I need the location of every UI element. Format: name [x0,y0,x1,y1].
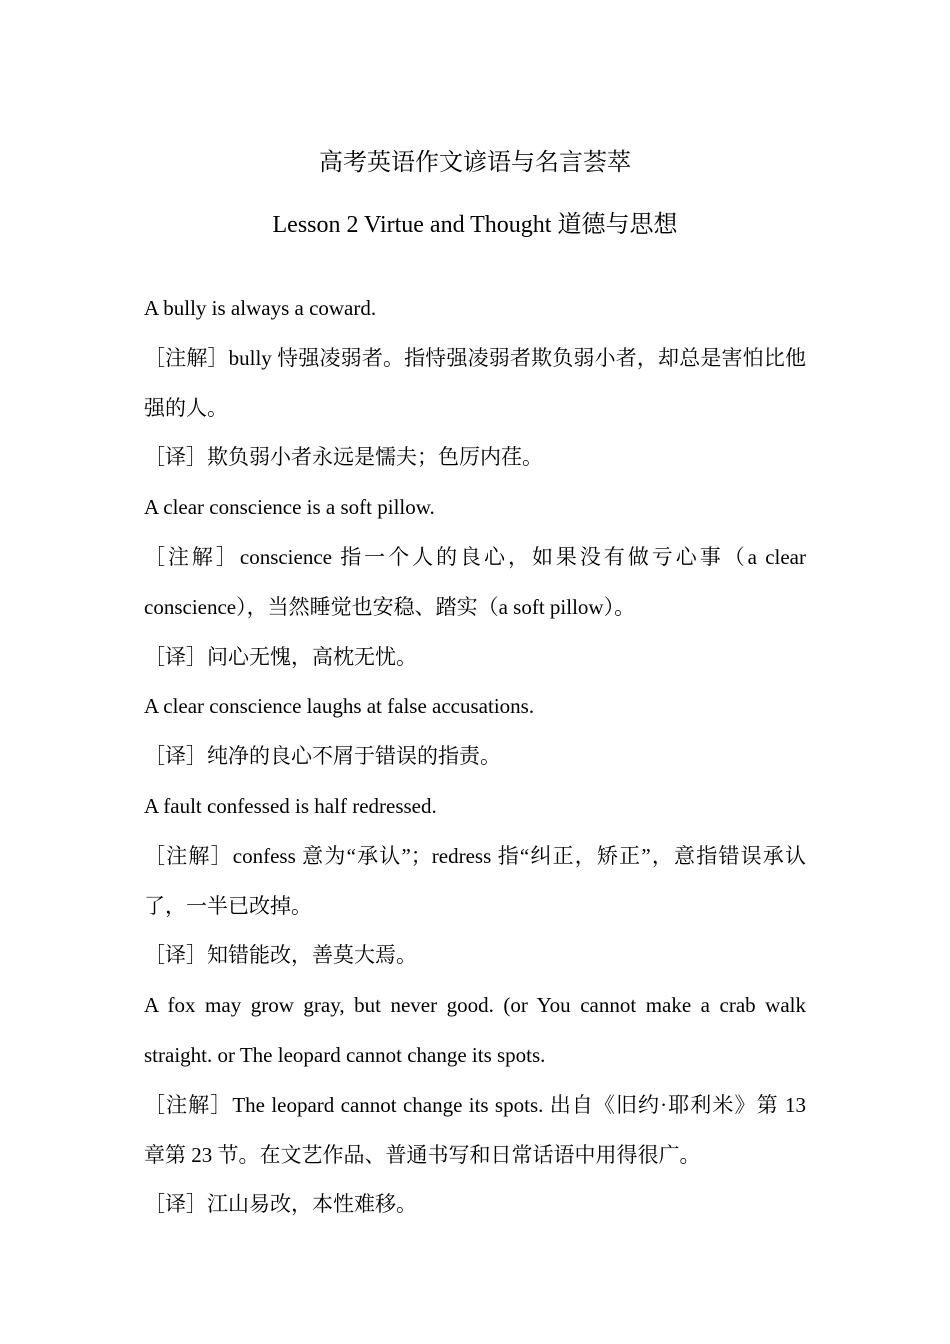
annotation-note: ［注解］bully 恃强凌弱者。指恃强凌弱者欺负弱小者，却总是害怕比他强的人。 [144,345,806,420]
document-body [144,284,806,1230]
translation-note: ［译］江山易改，本性难移。 [144,1192,417,1217]
translation-note: ［译］纯净的良心不屑于错误的指责。 [144,744,501,769]
annotation-note: ［注解］conscience 指一个人的良心，如果没有做亏心事（a clear conscience），当然睡觉也安稳、踏实（a soft pillow）。 [144,544,806,619]
proverb-english: A clear conscience is a soft pillow. [144,495,435,520]
proverb-english: A clear conscience laughs at false accusations. [144,694,535,719]
annotation-note: ［注解］confess 意为“承认”；redress 指“纠正，矫正”，意指错误承认了，一半已改掉。 [144,843,806,918]
annotation-note: ［注解］The leopard cannot change its spots. 出自《旧约·耶利米》第 13 章第 23 节。在文艺作品、普通书写和日常话语中用得很广。 [144,1092,806,1167]
proverb-english: A fault confessed is half redressed. [144,793,437,818]
proverb-english: A fox may grow gray, but never good. (or You cannot make a crab walk straight. or The leopard cannot change its spots. [144,993,806,1067]
translation-note: ［译］问心无愧，高枕无忧。 [144,644,417,669]
lesson-title: Lesson 2 Virtue and Thought 道德与思想 [272,212,678,238]
translation-note: ［译］欺负弱小者永远是懦夫；色厉内荏。 [144,445,543,470]
proverb-english: A bully is always a coward. [144,296,377,320]
translation-note: ［译］知错能改，善莫大焉。 [144,943,417,968]
document-title: 高考英语作文谚语与名言荟萃 [319,150,631,176]
